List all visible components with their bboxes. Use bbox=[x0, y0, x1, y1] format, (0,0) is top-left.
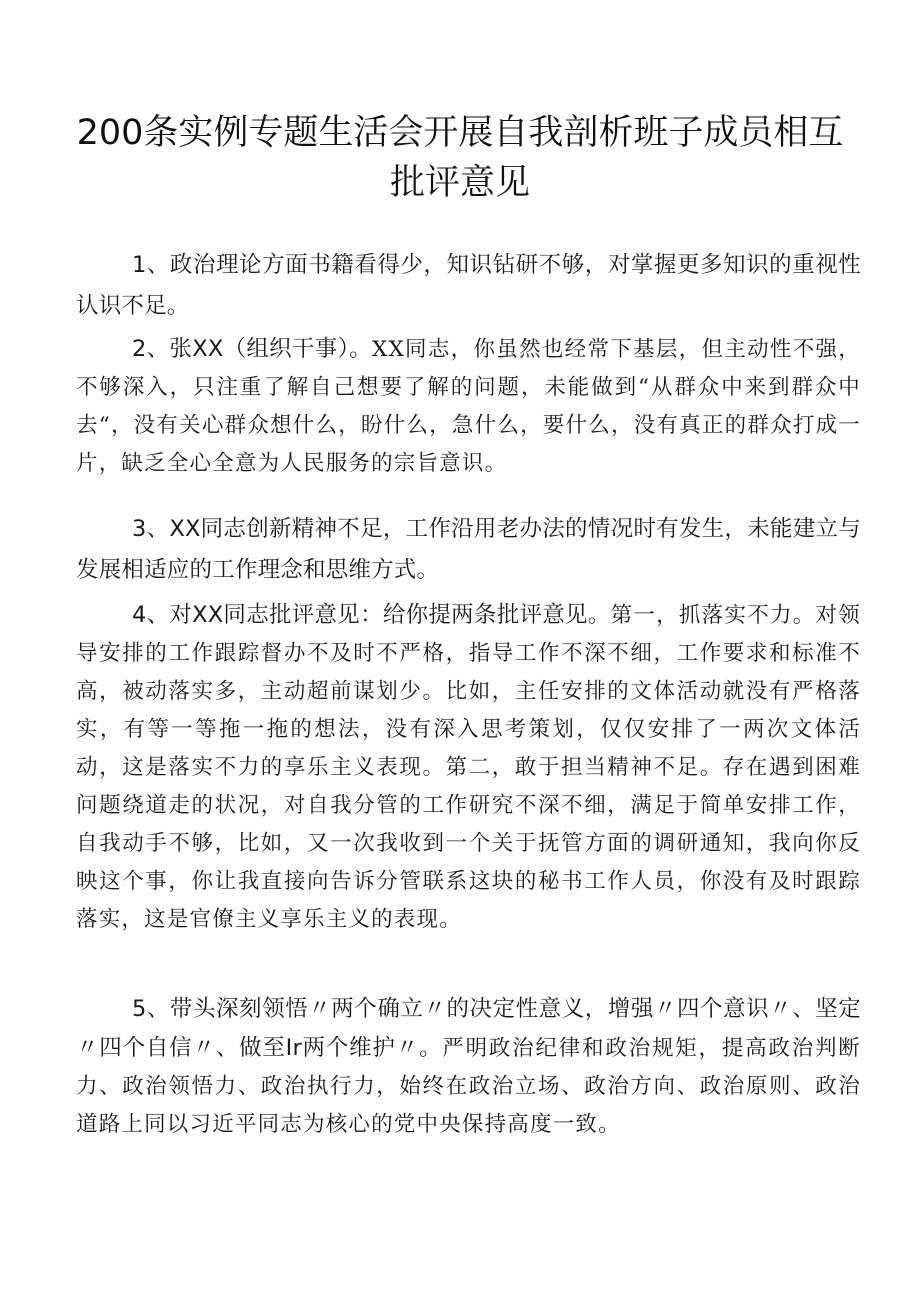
paragraph-1: 1、政治理论方面书籍看得少，知识钻研不够，对掌握更多知识的重视性认识不足。 bbox=[76, 252, 861, 319]
paragraph-5 bbox=[76, 990, 861, 1144]
document-title bbox=[60, 108, 860, 208]
paragraph-2 bbox=[76, 330, 861, 483]
paragraph-5-body: 严明政治纪律和政治规矩，提高政治判断力、政治领悟力、政治执行力，始终在政治立场、政治方向、政治原则、政治道路上同以习近平同志为核心的党中央保持高度一致。 bbox=[76, 1036, 861, 1137]
title-line-1: 200条实例专题生活会开展自我剖析班子成员相互 bbox=[76, 113, 844, 153]
paragraph-4-lead: 4、对XX同志批评意见：给你提两条批评意见。 bbox=[132, 602, 611, 628]
paragraph-2-lead: 2、张XX（组织干事）。 bbox=[132, 336, 372, 362]
paragraph-3: 3、XX同志创新精神不足，工作沿用老办法的情况时有发生，未能建立与发展相适应的工作理念和思维方式。 bbox=[76, 516, 861, 583]
paragraph-2-body: XX同志，你虽然也经常下基层，但主动性不强，不够深入，只注重了解自己想要了解的问题，未能做到“从群众中来到群众中去“，没有关心群众想什么，盼什么，急什么，要什么，没有真正的群众打成一片，缺乏全心全意为人民服务的宗旨意识。 bbox=[76, 337, 862, 476]
paragraph-4 bbox=[76, 596, 861, 939]
title-line-2: 批评意见 bbox=[389, 163, 530, 203]
paragraph-4-body: 第一，抓落实不力。对领导安排的工作跟踪督办不及时不严格，指导工作不深不细，工作要求和标准不高，被动落实多，主动超前谋划少。比如，主任安排的文体活动就没有严格落实，有等一等拖一拖的想法，没有深入思考策划，仅仅安排了一两次文体活动，这是落实不力的享乐主义表现。第二，敢于担当精神不足。存在遇到困难问题绕道走的状况，对自我分管的工作研究不深不细，满足于简单安排工作，自我动手不够，比如，又一次我收到一个关于抚管方面的调研通知，我向你反映这个事，你让我直接向告诉分管联系这块的秘书工作人员，你没有及时跟踪落实，这是官僚主义享乐主义的表现。 bbox=[76, 603, 862, 932]
paragraph-5-lead: 5、带头深刻领悟〃两个确立〃的决定性意义，增强〃四个意识〃、坚定〃四个自信〃、做至Ir两个维护〃。 bbox=[76, 996, 861, 1061]
